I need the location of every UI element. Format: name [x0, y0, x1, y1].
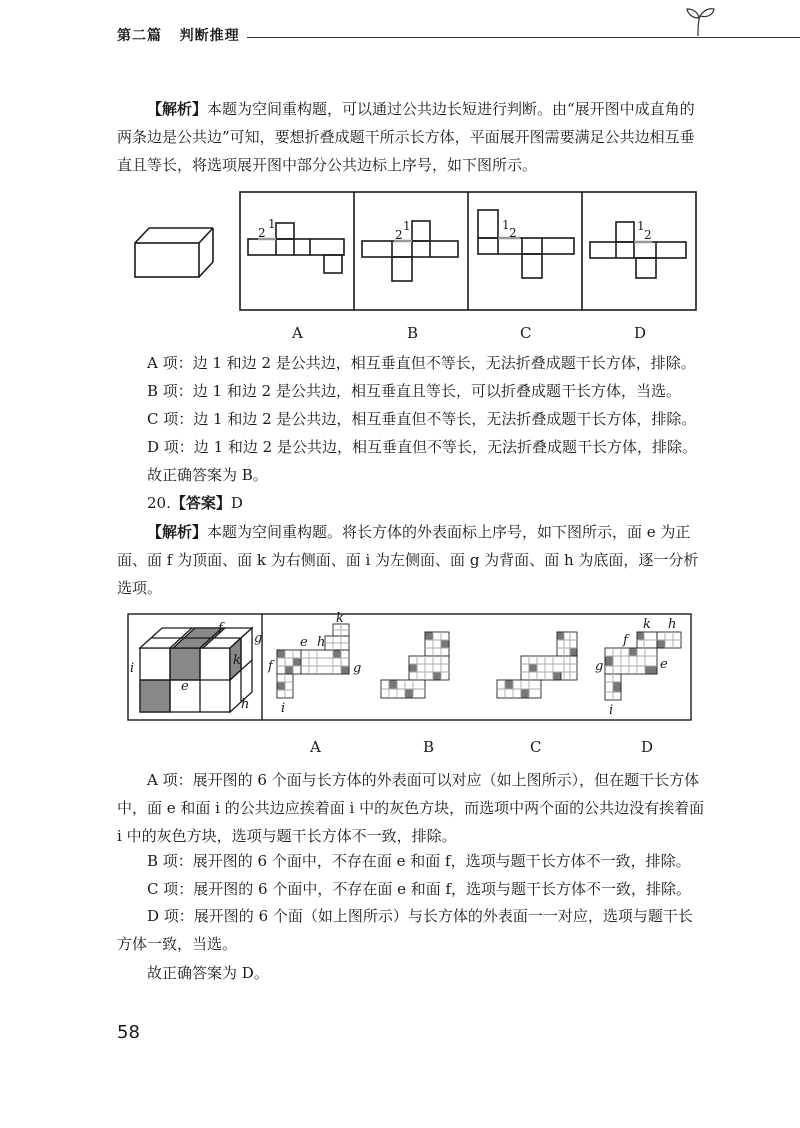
net-a-label-h: h	[317, 635, 326, 650]
q20-figure	[125, 610, 695, 725]
q20-analysis	[117, 518, 707, 602]
page-number: 58	[117, 1022, 140, 1043]
q20-label-a: A	[310, 738, 321, 756]
q19-analysis	[117, 95, 707, 179]
net-a-label-k: k	[336, 611, 344, 626]
q19-conclusion: 故正确答案为 B。	[147, 466, 268, 484]
q19-option-d: D 项：边 1 和边 2 是公共边，相互垂直但不等长，无法折叠成题干长方体，排除。	[147, 438, 697, 456]
q20-answer-value: D	[230, 494, 243, 512]
q20-option-d: D 项：展开图的 6 个面（如上图所示）与长方体的外表面一一对应，选项与题干长方体一致，当选。	[117, 907, 693, 953]
edge-label-1-a: 1	[268, 217, 276, 231]
q19-label-b: B	[407, 324, 419, 342]
q19-option-a: A 项：边 1 和边 2 是公共边，相互垂直但不等长，无法折叠成题干长方体，排除。	[147, 354, 696, 372]
edge-label-2-b: 2	[395, 228, 403, 242]
sprout-icon	[678, 0, 718, 40]
net-d-label-g: g	[595, 659, 604, 674]
section-label: 判断推理	[179, 28, 240, 44]
edge-label-2-c: 2	[509, 226, 517, 240]
q20-net-a	[277, 624, 349, 698]
q20-face-g: g	[254, 631, 263, 646]
q19-label-a: A	[292, 324, 303, 342]
page-header	[117, 22, 717, 52]
edge-label-2-a: 2	[258, 226, 266, 240]
q20-face-h: h	[241, 697, 250, 712]
edge-label-1-b: 1	[403, 219, 411, 233]
q20-label-b: B	[423, 738, 435, 756]
q20-face-k: k	[233, 653, 241, 668]
q20-face-e: e	[181, 679, 189, 694]
running-header	[117, 25, 240, 45]
q20-option-b: B 项：展开图的 6 个面中，不存在面 e 和面 f，选项与题干长方体不一致，排除。	[147, 852, 691, 870]
q20-option-c: C 项：展开图的 6 个面中，不存在面 e 和面 f，选项与题干长方体不一致，排除。	[147, 880, 692, 898]
q20-label-d: D	[641, 738, 654, 756]
net-d-label-h: h	[668, 617, 677, 632]
cuboid-figure	[135, 228, 213, 277]
q20-analysis-text: 本题为空间重构题。将长方体的外表面标上序号，如下图所示，面 e 为正面、面 f 为顶面、面 k 为右侧面、面 i 为左侧面、面 g 为背面、面 h 为底面，逐一分析选项。	[117, 523, 699, 597]
q20-label-c: C	[530, 738, 542, 756]
q20-answer-tag: 【答案】	[170, 494, 231, 512]
net-c	[478, 210, 574, 278]
q19-label-d: D	[634, 324, 647, 342]
q20-analysis-tag: 【解析】	[147, 523, 208, 541]
q20-answer	[147, 492, 243, 513]
q19-figure	[125, 188, 705, 318]
net-a-label-i: i	[281, 701, 286, 716]
net-d-label-i: i	[609, 703, 614, 718]
q20-cuboid	[140, 628, 252, 712]
q20-face-f: f	[218, 621, 223, 636]
q20-option-a: A 项：展开图的 6 个面与长方体的外表面可以对应（如上图所示），但在题干长方体中，面 e 和面 i 的公共边应挨着面 i 中的灰色方块，而选项中两个面的公共边没有挨着面 i 中的灰色方块，选项与题干长方体不一致，排除。	[117, 771, 705, 845]
q19-analysis-text: 本题为空间重构题，可以通过公共边长短进行判断。由“展开图中成直角的两条边是公共边”可知，要想折叠成题干所示长方体，平面展开图需要满足公共边相互垂直且等长，将选项展开图中部分公共边标上序号，如下图所示。	[117, 100, 695, 174]
q20-net-d	[605, 632, 681, 700]
net-d-label-k: k	[643, 617, 651, 632]
net-a-label-e: e	[300, 635, 308, 650]
q20-net-b	[381, 632, 449, 698]
q20-conclusion: 故正确答案为 D。	[147, 964, 269, 982]
q19-option-c: C 项：边 1 和边 2 是公共边，相互垂直但不等长，无法折叠成题干长方体，排除。	[147, 410, 697, 428]
chapter-label: 第二篇	[117, 28, 162, 44]
q20-net-c	[497, 632, 577, 698]
q20-face-i: i	[130, 661, 135, 676]
net-a-label-g: g	[353, 661, 362, 676]
net-d-label-e: e	[660, 657, 668, 672]
q19-analysis-tag: 【解析】	[147, 100, 208, 118]
edge-label-1-d: 1	[637, 219, 645, 233]
net-a-label-f: f	[268, 659, 273, 674]
edge-label-2-d: 2	[644, 228, 652, 242]
q20-number: 20.	[147, 494, 171, 512]
edge-label-1-c: 1	[502, 218, 510, 232]
q19-option-b: B 项：边 1 和边 2 是公共边，相互垂直且等长，可以折叠成题干长方体，当选。	[147, 382, 681, 400]
q19-label-c: C	[520, 324, 532, 342]
net-d-label-f: f	[623, 633, 628, 648]
